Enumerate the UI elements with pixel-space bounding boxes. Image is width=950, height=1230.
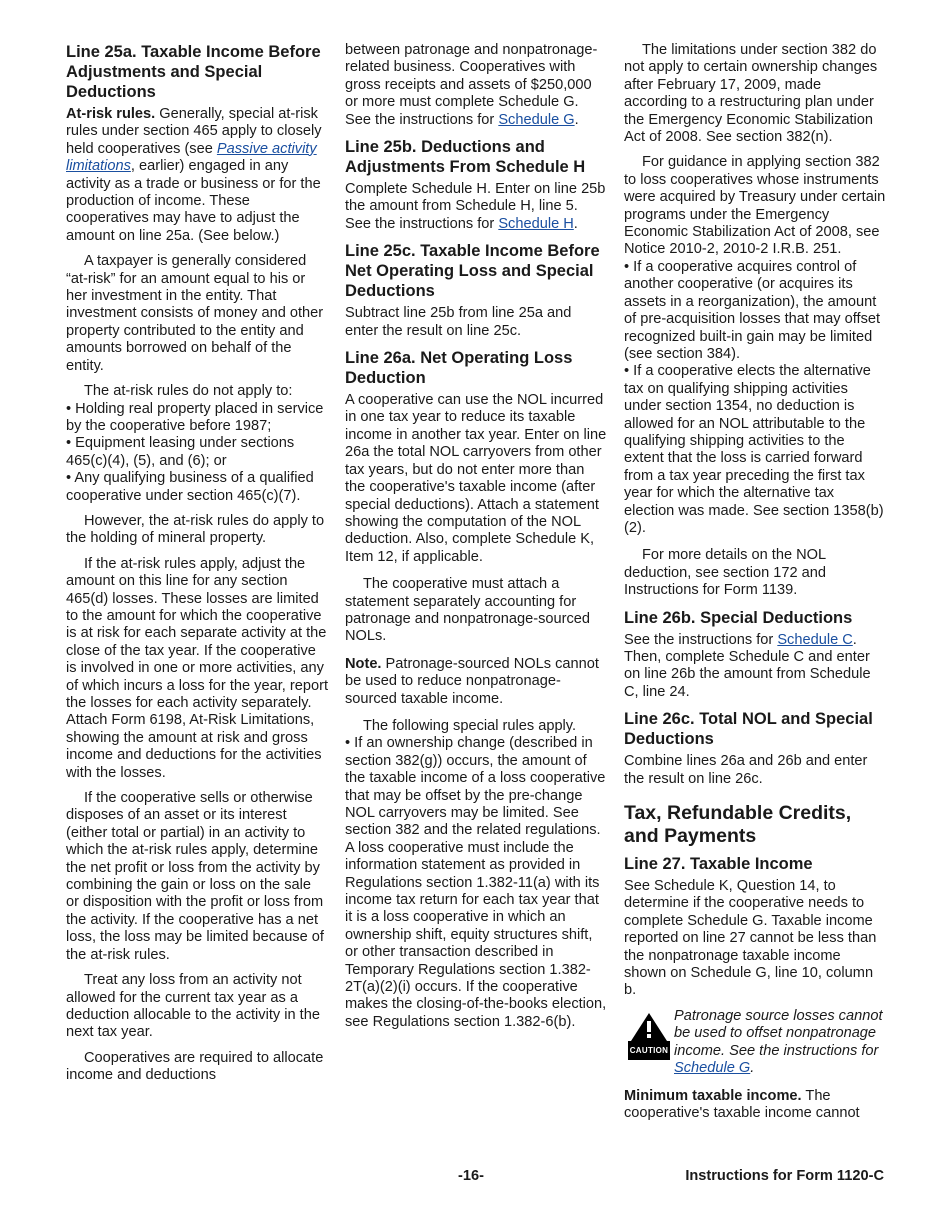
section-heading-tax: Tax, Refundable Credits, and Payments bbox=[624, 802, 852, 848]
column-left bbox=[66, 42, 328, 1093]
bullet-item: • Any qualifying business of a qualified cooperative under section 465(c)(7). bbox=[66, 470, 314, 504]
heading-line-26c: Line 26c. Total NOL and Special Deductions bbox=[624, 710, 873, 749]
paragraph-cooperatives-required: Cooperatives are required to allocate income and deductions bbox=[66, 1049, 324, 1084]
heading-line-26b: Line 26b. Special Deductions bbox=[624, 608, 853, 627]
caution-icon bbox=[624, 1008, 674, 1078]
schedule-g-link[interactable]: Schedule G bbox=[674, 1060, 751, 1077]
paragraph-sells: If the cooperative sells or otherwise disposes of an asset or its interest (either total or partial) in an activity to which the at-risk rules apply, determine the net profit or loss from the activity by combining the gain or loss on the sale or disposition with the profit or loss from the activity. If the cooperative has a net loss, the loss may be limited because of the at-risk rules. bbox=[66, 790, 324, 963]
paragraph-line-27: See Schedule K, Question 14, to determine if the cooperative needs to complete Schedule G. Taxable income reported on line 27 cannot be less than the nonpatronage taxable income shown on Schedule G, line 10, column b. bbox=[624, 878, 877, 999]
minimum-taxable-income-lead: Minimum taxable income. bbox=[624, 1087, 802, 1104]
bullet-item: • If an ownership change (described in section 382(g)) occurs, the amount of the taxable income of a loss cooperative that may be offset by the pre-change NOL carryovers may be limited. See section 382 and the related regulations. A loss cooperative must include the information statement as provided in Regulations section 1.382-11(a) with its income tax return for each tax year that it is a loss cooperative in which an ownership shift, equity structures shift, or other transaction described in Temporary Regulations section 1.382-2T(a)(2)(i) occurs. If the cooperative makes the closing-of-the-books election, see Regulations section 1.382-6(b). bbox=[345, 735, 607, 1030]
paragraph-continued: between patronage and nonpatronage-related business. Cooperatives with gross receipts and assets of $250,000 or more must complete Schedule G. See the instructions for Schedule G. bbox=[345, 42, 598, 128]
column-middle bbox=[345, 42, 607, 1031]
column-right bbox=[624, 42, 886, 1130]
at-risk-text-2: , earlier) engaged in any activity as a trade or business or for the production of income. These cooperatives may have to adjust the amount on line 25a. (See below.) bbox=[66, 158, 321, 244]
note-label: Note. bbox=[345, 655, 382, 672]
paragraph-treat-loss: Treat any loss from an activity not allowed for the current tax year as a deduction allocable to the activity in the next tax year. bbox=[66, 972, 320, 1041]
caution-label: CAUTION bbox=[628, 1041, 671, 1060]
paragraph-however: However, the at-risk rules do apply to the holding of mineral property. bbox=[66, 512, 325, 547]
heading-line-25a: Line 25a. Taxable Income Before Adjustments and Special Deductions bbox=[66, 43, 321, 101]
passive-activity-link[interactable]: Passive activity limitations bbox=[66, 140, 317, 175]
bullet-item: • Equipment leasing under sections 465(c)(4), (5), and (6); or bbox=[66, 435, 295, 469]
paragraph-nol-details: For more details on the NOL deduction, see section 172 and Instructions for Form 1139. bbox=[624, 547, 827, 599]
caution-box bbox=[624, 1008, 886, 1078]
schedule-c-link[interactable]: Schedule C bbox=[777, 631, 853, 648]
paragraph-line-26a: A cooperative can use the NOL incurred in one tax year to reduce its taxable income in another tax year. Enter on line 26a the total NOL carryovers from other tax years, but do not enter more than the cooperative's taxable income (after special deductions). Attach a statement showing the computation of the NOL deduction. Also, complete Schedule K, Item 12, if applicable. bbox=[345, 392, 607, 565]
at-risk-rules-lead: At-risk rules. bbox=[66, 106, 156, 122]
bullet-item: • If a cooperative acquires control of another cooperative (or acquires its assets in a reorganization), the amount of pre-acquisition losses that may offset recognized built-in gain may be limited (see section 384). bbox=[624, 258, 881, 362]
form-name: Instructions for Form 1120-C bbox=[685, 1168, 884, 1184]
heading-line-25b: Line 25b. Deductions and Adjustments From Schedule H bbox=[345, 138, 586, 177]
schedule-h-link[interactable]: Schedule H bbox=[498, 215, 574, 232]
paragraph-attach-statement: The cooperative must attach a statement separately accounting for patronage and nonpatronage-sourced NOLs. bbox=[345, 576, 591, 645]
paragraph-do-not-apply: The at-risk rules do not apply to: bbox=[84, 383, 293, 400]
paragraph-if-apply: If the at-risk rules apply, adjust the amount on this line for any section 465(d) losses. These losses are limited to the amount for which the cooperative is at risk for each separate activity at the close of the tax year. If the cooperative is involved in one or more activities, any of which incurs a loss for the year, report the losses for each activity separately. Attach Form 6198, At-Risk Limitations, showing the amount at risk and gross income and deductions for the activities with the losses. bbox=[66, 555, 328, 781]
paragraph-line-26b: See the instructions for Schedule C. Then, complete Schedule C and enter on line 26b the amount from Schedule C, line 24. bbox=[624, 631, 871, 700]
paragraph-line-25b: Complete Schedule H. Enter on line 25b the amount from Schedule H, line 5. See the instructions for Schedule H. bbox=[345, 181, 606, 232]
heading-line-25c: Line 25c. Taxable Income Before Net Operating Loss and Special Deductions bbox=[345, 242, 600, 301]
heading-line-27: Line 27. Taxable Income bbox=[624, 855, 813, 874]
at-risk-text-1: Generally, special at-risk rules under section 465 apply to closely held cooperatives (see bbox=[66, 106, 322, 157]
bullet-item: • Holding real property placed in service by the cooperative before 1987; bbox=[66, 400, 324, 434]
paragraph-line-26c: Combine lines 26a and 26b and enter the result on line 26c. bbox=[624, 753, 868, 787]
warning-triangle-icon bbox=[630, 1012, 668, 1042]
paragraph-line-25c: Subtract line 25b from line 25a and enter the result on line 25c. bbox=[345, 305, 572, 339]
paragraph-note: Note. Patronage-sourced NOLs cannot be used to reduce nonpatronage-sourced taxable income. bbox=[345, 655, 599, 707]
heading-line-26a: Line 26a. Net Operating Loss Deduction bbox=[345, 349, 573, 388]
caution-text: Patronage source losses cannot be used to offset nonpatronage income. See the instructions for Schedule G. bbox=[674, 1007, 883, 1077]
paragraph-guidance: For guidance in applying section 382 to loss cooperatives whose instruments were acquired by Treasury under certain programs under the Emergency Economic Stabilization Act of 2008, see Notice 2010-2, 2010-2 I.R.B. 251. bbox=[624, 154, 886, 258]
paragraph-taxpayer-at-risk: A taxpayer is generally considered “at-risk” for an amount equal to his or her investment in the entity. That investment consists of money and other property contributed to the entity and amounts borrowed on behalf of the entity. bbox=[66, 253, 324, 374]
paragraph-minimum-taxable-income: Minimum taxable income. The cooperative's taxable income cannot bbox=[624, 1087, 860, 1121]
schedule-g-link[interactable]: Schedule G bbox=[498, 111, 575, 128]
bullet-item: • If a cooperative elects the alternative tax on qualifying shipping activities under section 1354, no deduction is allowed for an NOL attributable to the qualifying shipping activities to the extent that the loss is carried forward from a tax year preceding the first tax year for which the alternative tax election was made. See section 1358(b)(2). bbox=[624, 363, 884, 536]
paragraph-special-rules: The following special rules apply. bbox=[363, 717, 577, 734]
paragraph-limitations: The limitations under section 382 do not apply to certain ownership changes after February 17, 2009, made according to a restructuring plan under the Emergency Economic Stabilization Act of 2008. See section 382(n). bbox=[624, 42, 878, 146]
page-number: -16- bbox=[458, 1168, 484, 1184]
paragraph-at-risk-rules bbox=[66, 106, 328, 245]
